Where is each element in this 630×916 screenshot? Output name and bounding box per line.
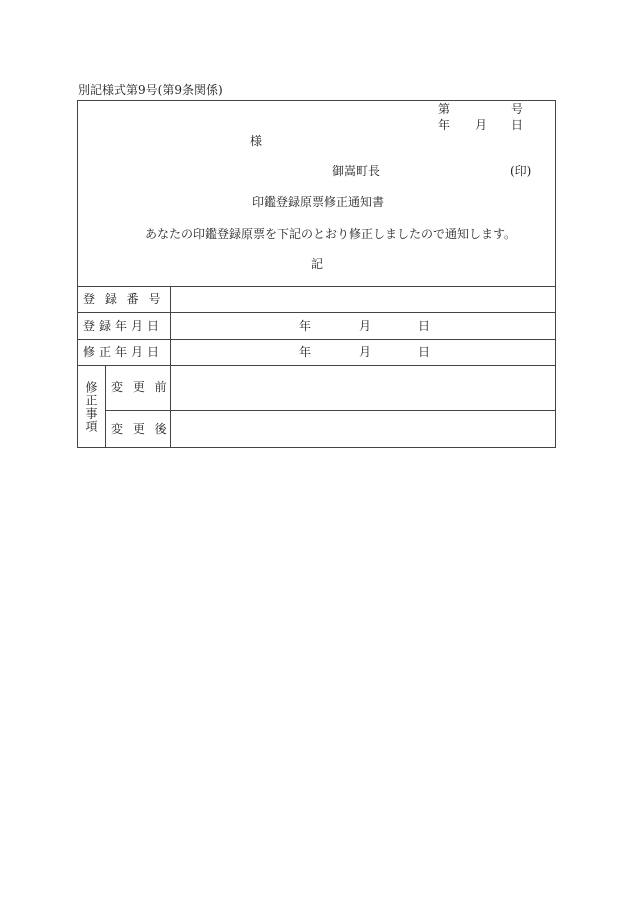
after-label: 変 更 後 [111, 422, 170, 436]
seal-mark: (印) [510, 164, 532, 178]
fix-date-label: 修正年月日 [83, 345, 164, 359]
before-label: 変 更 前 [111, 380, 170, 394]
fix-items-divider [105, 365, 106, 448]
body-text: あなたの印鑑登録原票を下記のとおり修正しましたので通知します。 [145, 227, 517, 241]
form-caption: 別記様式第9号(第9条関係) [78, 83, 223, 97]
ki-label: 記 [311, 257, 324, 271]
fix-date-year: 年 [299, 345, 312, 359]
reg-date-label: 登録年月日 [83, 319, 164, 333]
reg-date-day: 日 [418, 319, 431, 333]
reg-date-month: 月 [359, 319, 372, 333]
fix-items-label: 修正事項 [84, 381, 98, 433]
number-prefix: 第 [438, 102, 451, 116]
document-title: 印鑑登録原票修正通知書 [252, 195, 385, 209]
date-month-label: 月 [475, 118, 488, 132]
label-column-divider [170, 286, 171, 448]
fix-date-day: 日 [418, 345, 431, 359]
date-year-label: 年 [438, 118, 451, 132]
reg-number-label: 登 録 番 号 [83, 292, 164, 306]
fix-date-month: 月 [359, 345, 372, 359]
table-top-line [77, 286, 556, 287]
row-divider [77, 312, 556, 313]
row-divider [77, 339, 556, 340]
date-day-label: 日 [511, 118, 524, 132]
form-frame [77, 100, 556, 448]
row-divider [105, 410, 556, 411]
addressee-suffix: 様 [250, 134, 263, 148]
number-suffix: 号 [511, 102, 524, 116]
reg-date-year: 年 [299, 319, 312, 333]
row-divider [77, 365, 556, 366]
sender-name: 御嵩町長 [332, 164, 381, 178]
